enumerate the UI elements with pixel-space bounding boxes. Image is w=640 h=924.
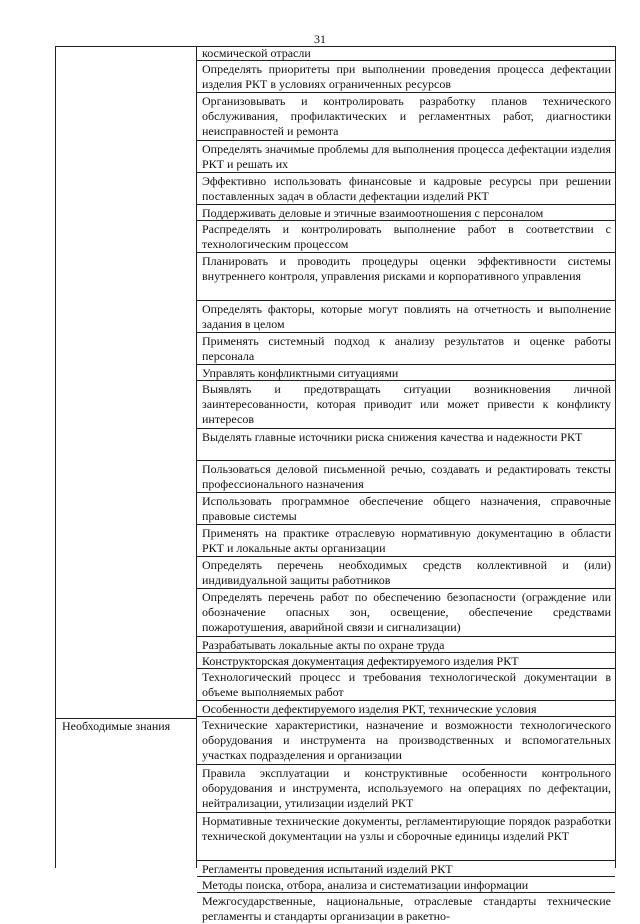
table-row: Выявлять и предотвращать ситуации возникновения личной заинтересованности, которая приводит или может привести к конфликту интересов: [197, 380, 615, 428]
table-row: Определять факторы, которые могут повлиять на отчетность и выполнение задания в целом: [197, 300, 615, 332]
table-row: Распределять и контролировать выполнение работ в соответствии с технологическим процессом: [197, 220, 615, 252]
table-row: Определять приоритеты при выполнении проведения процесса дефектации изделия РКТ в условиях ограниченных ресурсов: [197, 60, 615, 92]
table-row: Определять значимые проблемы для выполнения процесса дефектации изделия РКТ и решать их: [197, 140, 615, 172]
table-right-column: [197, 47, 615, 923]
table-row: Организовывать и контролировать разработку планов технического обслуживания, профилактических и регламентных работ, диагностики неисправностей и ремонта: [197, 92, 615, 140]
section-divider: [56, 718, 196, 719]
table-row: Регламенты проведения испытаний изделий РКТ: [197, 860, 615, 876]
skills-knowledge-table: [55, 46, 616, 923]
table-row: Технические характеристики, назначение и возможности технологического оборудования и инструмента на производственных и вспомогательных участках подразделения и организации: [197, 716, 615, 764]
table-row: Разрабатывать локальные акты по охране труда: [197, 636, 615, 652]
table-left-column: [56, 47, 197, 868]
table-row: Применять системный подход к анализу результатов и оценке работы персонала: [197, 332, 615, 364]
table-row: Поддерживать деловые и этичные взаимоотношения с персоналом: [197, 204, 615, 220]
table-row: Выделять главные источники риска снижения качества и надежности РКТ: [197, 428, 615, 460]
table-row: Определять перечень работ по обеспечению безопасности (ограждение или обозначение опасных зон, освещение, обеспечение средствами пожаротушения, аварийной связи и сигнализации): [197, 588, 615, 636]
table-row: Пользоваться деловой письменной речью, создавать и редактировать тексты профессионального назначения: [197, 460, 615, 492]
table-row: Определять перечень необходимых средств коллективной и (или) индивидуальной защиты работников: [197, 556, 615, 588]
table-row: Технологический процесс и требования технологической документации в объеме выполняемых работ: [197, 668, 615, 700]
table-row: Межгосударственные, национальные, отраслевые стандарты технические регламенты и стандарты организации в ракетно-: [197, 892, 615, 924]
table-row: Использовать программное обеспечение общего назначения, справочные правовые системы: [197, 492, 615, 524]
table-row: Применять на практике отраслевую нормативную документацию в области РКТ и локальные акты организации: [197, 524, 615, 556]
table-row: Конструкторская документация дефектируемого изделия РКТ: [197, 652, 615, 668]
table-row: Правила эксплуатации и конструктивные особенности контрольного оборудования и инструмента, используемого на операциях по дефектации, нейтрализации, утилизации изделий РКТ: [197, 764, 615, 812]
table-row: Управлять конфликтными ситуациями: [197, 364, 615, 380]
page-number: 31: [314, 32, 326, 46]
table-row: Особенности дефектируемого изделия РКТ, технические условия: [197, 700, 615, 716]
table-row: Методы поиска, отбора, анализа и систематизации информации: [197, 876, 615, 892]
table-row: Нормативные технические документы, регламентирующие порядок разработки технической документации на узлы и сборочные единицы изделий РКТ: [197, 812, 615, 860]
table-row: космической отрасли: [202, 47, 311, 60]
table-row: Планировать и проводить процедуры оценки эффективности системы внутреннего контроля, управления рисками и корпоративного управления: [197, 252, 615, 300]
table-row: Эффективно использовать финансовые и кадровые ресурсы при решении поставленных задач в области дефектации изделий РКТ: [197, 172, 615, 204]
section-label-knowledge: Необходимые знания: [62, 719, 171, 733]
